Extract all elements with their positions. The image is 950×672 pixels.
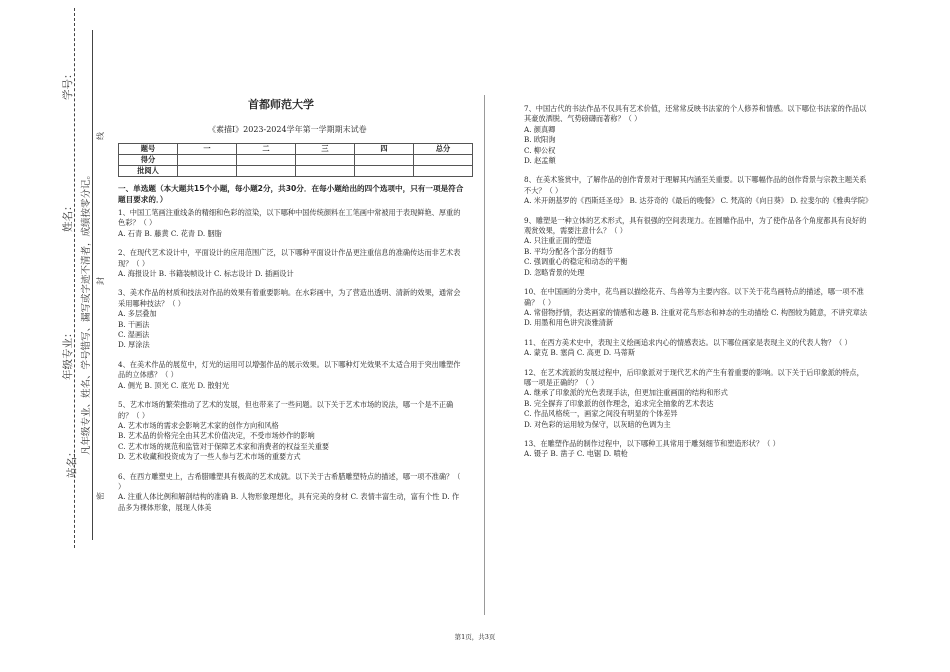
question-item	[524, 439, 869, 460]
questions-right-column	[524, 104, 873, 469]
question-item	[524, 338, 869, 359]
question-option: B. 欧阳询	[524, 135, 556, 145]
row-label-score: 得分	[119, 155, 178, 166]
exam-title: 《素描Ⅰ》2023-2024学年第一学期期末试卷	[208, 125, 367, 134]
question-text: 6、在西方雕塑史上，古希腊雕塑具有极高的艺术成就。以下关于古希腊雕塑特点的描述，哪一项不准确？（ ）	[118, 471, 461, 491]
question-option: B. 完全摒弃了印象派的创作理念，追求完全抽象的艺术表达	[524, 398, 714, 408]
question-text: 4、在美术作品的展览中，灯光的运用可以增强作品的展示效果。以下哪种灯光效果不太适合用于突出雕塑作品的立体感？（ ）	[118, 359, 461, 380]
question-item	[118, 208, 466, 239]
question-text: 11、在西方美术史中，表现主义绘画追求内心的情感表达。以下哪位画家是表现主义的代表人物？（ ）	[524, 337, 852, 347]
question-text: 5、艺术市场的繁荣推动了艺术的发展，但也带来了一些问题。以下关于艺术市场的说法，哪一个是不正确的？（ ）	[118, 400, 454, 420]
question-option: D. 对色彩的运用较为保守，以灰暗的色调为主	[524, 419, 671, 429]
question-option: A. 颜真卿	[524, 124, 556, 134]
question-option: B. 平均分配各个部分的细节	[524, 246, 613, 256]
seal-mark-mi: 密	[96, 492, 105, 500]
question-item	[118, 400, 466, 462]
question-option: A. 海报设计 B. 书籍装帧设计 C. 标志设计 D. 插画设计	[118, 269, 294, 279]
binding-line	[92, 30, 93, 540]
question-item	[118, 360, 466, 391]
grader-cell	[355, 166, 414, 177]
score-cell	[355, 155, 414, 166]
col-header-1: 一	[178, 144, 237, 155]
question-option: C. 艺术市场的规范和监管对于保障艺术家和消费者的权益至关重要	[118, 441, 330, 451]
question-option: A. 继承了印象派的光色表现手法，但更加注重画面的结构和形式	[524, 388, 728, 398]
question-option: D. 忽略背景的处理	[524, 267, 585, 277]
question-option: A. 镊子 B. 凿子 C. 电锯 D. 喷枪	[524, 449, 628, 459]
question-text: 13、在雕塑作品的制作过程中，以下哪种工具常用于雕刻细节和塑造形状？（ ）	[524, 438, 780, 448]
question-text: 8、在美术鉴赏中，了解作品的创作背景对于理解其内涵至关重要。以下哪幅作品的创作背景与宗教主题关系不大？（ ）	[524, 175, 867, 195]
question-option: B. 艺术品的价格完全由其艺术价值决定，不受市场炒作的影响	[118, 431, 315, 441]
grader-cell	[178, 166, 237, 177]
question-option: A. 蒙克 B. 塞尚 C. 高更 D. 马蒂斯	[524, 348, 636, 358]
grader-cell	[237, 166, 296, 177]
questions-left-column	[118, 208, 466, 522]
col-header-2: 二	[237, 144, 296, 155]
student-id-label: 学号：	[62, 68, 74, 100]
question-item	[118, 248, 466, 279]
question-option: A. 只注重正面的塑造	[524, 236, 592, 246]
score-cell	[296, 155, 355, 166]
score-table-header-row	[119, 144, 473, 155]
question-text: 2、在现代艺术设计中，平面设计的应用范围广泛，以下哪种平面设计作品更注重信息的准确传达而非艺术表现？（ ）	[118, 248, 461, 268]
page-footer: 第1页，共3页	[454, 633, 496, 641]
binding-sidebar	[0, 0, 110, 672]
question-item	[524, 104, 869, 166]
question-option: A. 石青 B. 藤黄 C. 花青 D. 胭脂	[118, 228, 222, 238]
question-text: 3、美术作品的材质和技法对作品的效果有着重要影响。在水彩画中，为了营造出透明、清新的效果，通常会采用哪种技法？（ ）	[118, 288, 461, 308]
seal-mark-feng: 封	[96, 277, 105, 285]
question-option: D. 赵孟頫	[524, 156, 556, 166]
score-table-score-row	[119, 155, 473, 166]
score-table-grader-row	[119, 166, 473, 177]
question-item	[524, 216, 869, 278]
name-label: 姓名：	[62, 200, 74, 232]
question-text: 9、雕塑是一种立体的艺术形式，具有很强的空间表现力。在圆雕作品中，为了使作品各个角度都具有良好的观赏效果，需要注意什么？（ ）	[524, 215, 867, 236]
question-option: C. 强调重心的稳定和动态的平衡	[524, 257, 628, 267]
question-option: C. 柳公权	[524, 145, 556, 155]
question-text: 12、在艺术流派的发展过程中，后印象派对于现代艺术的产生有着重要的影响。以下关于后印象派的特点，哪一项是正确的？（ ）	[524, 367, 864, 387]
score-cell	[178, 155, 237, 166]
question-option: A. 侧光 B. 顶光 C. 底光 D. 散射光	[118, 380, 230, 390]
question-option: A. 多层叠加	[118, 309, 157, 319]
column-divider	[484, 95, 485, 615]
row-label-grader: 批阅人	[119, 166, 178, 177]
question-text: 10、在中国画的分类中，花鸟画以描绘花卉、鸟兽等为主要内容。以下关于花鸟画特点的描述，哪一项不准确？（ ）	[524, 287, 864, 307]
school-label: 站名：	[66, 446, 78, 478]
grader-cell	[296, 166, 355, 177]
question-option: B. 干画法	[118, 319, 150, 329]
question-option: C. 作品风格统一，画家之间没有明显的个体差异	[524, 409, 678, 419]
col-header-4: 四	[355, 144, 414, 155]
question-option: C. 湿画法	[118, 330, 150, 340]
question-item	[118, 288, 466, 350]
grader-cell	[414, 166, 473, 177]
question-item	[524, 287, 869, 329]
question-text: 7、中国古代的书法作品不仅具有艺术价值，还常常反映书法家的个人修养和情感。以下哪位书法家的作品以其豪放洒脱、气势磅礴而著称？（ ）	[524, 104, 867, 124]
row-label-question-no: 题号	[119, 144, 178, 155]
question-text: 1、中国工笔画注重线条的精细和色彩的渲染，以下哪种中国传统颜料在工笔画中常被用于表现鲜艳、厚重的色彩？（ ）	[118, 208, 461, 228]
question-option: A. 艺术市场的需求会影响艺术家的创作方向和风格	[118, 420, 279, 430]
grade-major-label: 年级专业：	[62, 327, 74, 380]
question-option: A. 注重人体比例和解剖结构的准确 B. 人物形象理想化，具有完美的身材 C. 表情丰富生动，富有个性 D. 作品多为裸体形象，展现人体美	[118, 492, 460, 512]
question-option: D. 艺术收藏和投资成为了一些人参与艺术市场的重要方式	[118, 452, 301, 462]
question-option: A. 常借物抒情，表达画家的情感和志趣 B. 注重对花鸟形态和神态的生动描绘 C. 构图较为随意，不讲究章法 D. 用墨和用色讲究淡雅清新	[524, 307, 868, 328]
score-cell	[237, 155, 296, 166]
notice-text: 凡年级专业、姓名、学号错写、漏写或字迹不清者，成绩按零分记。	[81, 169, 92, 455]
section-one-heading: 一、单选题（本大题共15个小题，每小题2分，共30分．在每小题给出的四个选项中，只有一项是符合题目要求的．）	[118, 184, 464, 204]
col-header-total: 总分	[414, 144, 473, 155]
seal-mark-xian: 线	[96, 132, 105, 140]
question-option: A. 米开朗基罗的《西斯廷圣母》 B. 达芬奇的《最后的晚餐》 C. 梵高的《向日葵》 D. 拉斐尔的《雅典学院》	[524, 196, 873, 206]
score-table	[118, 143, 473, 177]
university-title: 首都师范大学	[248, 98, 314, 111]
question-item	[524, 368, 869, 430]
score-cell	[414, 155, 473, 166]
question-item	[118, 472, 466, 514]
question-option: D. 厚涂法	[118, 340, 150, 350]
question-item	[524, 175, 873, 206]
col-header-3: 三	[296, 144, 355, 155]
